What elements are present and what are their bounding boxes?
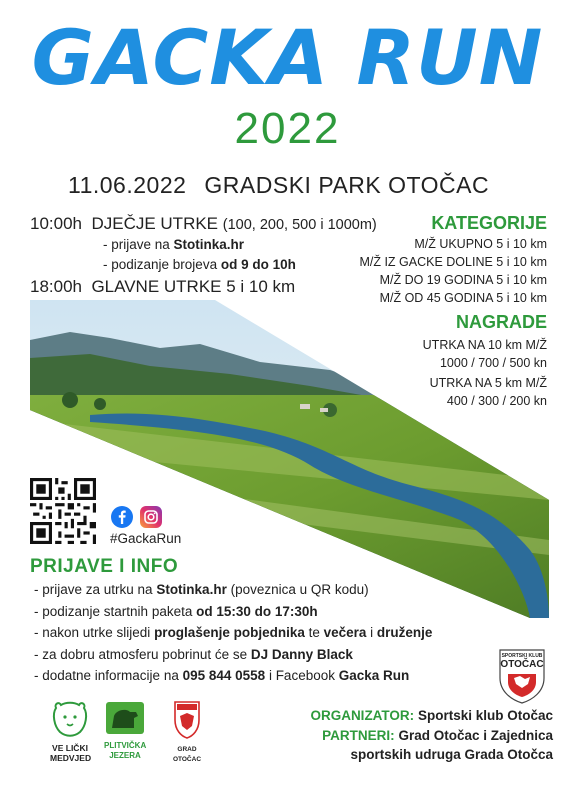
instagram-icon[interactable] <box>140 506 162 528</box>
info-text: i <box>366 625 377 640</box>
info-bold: DJ Danny Black <box>250 646 353 662</box>
stotinka-link[interactable]: Stotinka.hr <box>156 582 227 597</box>
event-date: 11.06.2022 <box>68 172 187 198</box>
prize-10km-values: 1000 / 700 / 500 kn <box>439 356 547 370</box>
event-location: GRADSKI PARK OTOČAC <box>204 172 490 198</box>
info-item <box>34 601 432 623</box>
info-item <box>34 622 432 644</box>
bear-icon <box>50 700 90 738</box>
hashtag-label: #GackaRun <box>110 531 182 546</box>
categories-title: KATEGORIJE <box>431 213 547 233</box>
prize-10km-label: UTRKA NA 10 km M/Ž <box>422 338 547 352</box>
club-logo-name: OTOČAC <box>500 659 544 670</box>
partners-line1 <box>322 728 553 743</box>
info-text: te <box>304 625 324 640</box>
kids-signup-line <box>103 237 244 252</box>
facebook-icon[interactable] <box>111 506 133 528</box>
club-logo-top-text: SPORTSKI KLUB <box>501 653 543 659</box>
partners-label: PARTNERI: <box>322 728 395 743</box>
info-text: - podizanje startnih paketa <box>34 603 197 619</box>
partners-line2 <box>350 747 553 762</box>
organizer-line <box>310 708 553 723</box>
info-item <box>34 579 432 601</box>
info-list <box>34 579 432 687</box>
info-text: (poveznica u QR kodu) <box>226 582 369 597</box>
kids-distances: (100, 200, 500 i 1000m) <box>222 217 377 233</box>
kids-bib-time: od 9 do 10h <box>220 257 296 272</box>
partners-text1: Grad Otočac i Zajednica <box>398 728 553 743</box>
info-bold: proglašenje pobjednika <box>154 625 305 640</box>
category-item: M/Ž UKUPNO 5 i 10 km <box>414 237 547 251</box>
prizes-title: NAGRADE <box>455 312 547 332</box>
prize-5km-label: UTRKA NA 5 km M/Ž <box>429 376 547 390</box>
kids-signup-link[interactable]: Stotinka.hr <box>173 237 245 252</box>
organizer-name: Sportski klub Otočac <box>417 708 553 723</box>
info-bold: druženje <box>376 625 433 640</box>
facebook-page-link[interactable]: Gacka Run <box>338 668 410 683</box>
info-text: - prijave za utrku na <box>34 582 157 597</box>
kids-signup-prefix: - prijave na <box>103 237 174 252</box>
info-text: - za dobru atmosferu pobrinut će se <box>34 646 251 662</box>
grad-otocac-logo <box>165 700 209 765</box>
date-location-line <box>68 172 507 199</box>
main-time: 18:00h <box>30 277 82 296</box>
city-crest-icon <box>165 700 209 740</box>
info-text: - nakon utrke slijedi <box>34 625 155 640</box>
kids-bib-prefix: - podizanje brojeva <box>103 257 221 272</box>
grad-otocac-label: GRAD OTOČAC <box>172 746 202 763</box>
kids-time: 10:00h <box>30 214 82 233</box>
event-year: 2022 <box>234 104 341 153</box>
prize-5km-values: 400 / 300 / 200 kn <box>446 394 547 408</box>
event-title: GACKA RUN <box>31 13 544 102</box>
qr-code[interactable] <box>30 478 96 544</box>
info-item <box>34 665 432 687</box>
plitvice-logo-line2: JEZERA <box>109 751 141 760</box>
category-item: M/Ž OD 45 GODINA 5 i 10 km <box>379 291 547 305</box>
organizer-label: ORGANIZATOR: <box>310 708 415 723</box>
kids-label: DJEČJE UTRKE <box>91 214 219 233</box>
info-bold: večera <box>323 625 367 640</box>
plitvice-bear-icon <box>104 700 146 736</box>
info-bold: od 15:30 do 17:30h <box>196 603 318 619</box>
bear-logo <box>50 700 90 763</box>
bear-logo-line1: VE LIČKI <box>52 743 88 753</box>
phone-link[interactable]: 095 844 0558 <box>182 668 266 683</box>
main-label: GLAVNE UTRKE 5 i 10 km <box>91 277 296 296</box>
info-title: PRIJAVE I INFO <box>30 556 179 577</box>
categories-list <box>359 235 547 307</box>
bear-logo-line2: MEDVJED <box>50 753 92 763</box>
plitvice-logo <box>104 700 146 761</box>
category-item: M/Ž DO 19 GODINA 5 i 10 km <box>379 273 547 287</box>
kids-bib-line <box>103 257 296 272</box>
category-item: M/Ž IZ GACKE DOLINE 5 i 10 km <box>359 255 547 269</box>
info-text: - dodatne informacije na <box>34 668 183 683</box>
info-text: i Facebook <box>265 668 339 683</box>
main-race-line <box>30 277 295 297</box>
kids-race-line <box>30 214 377 234</box>
partners-text2: sportskih udruga Grada Otočca <box>350 747 553 762</box>
plitvice-logo-line1: PLITVIČKA <box>104 741 147 750</box>
info-item <box>34 644 432 666</box>
